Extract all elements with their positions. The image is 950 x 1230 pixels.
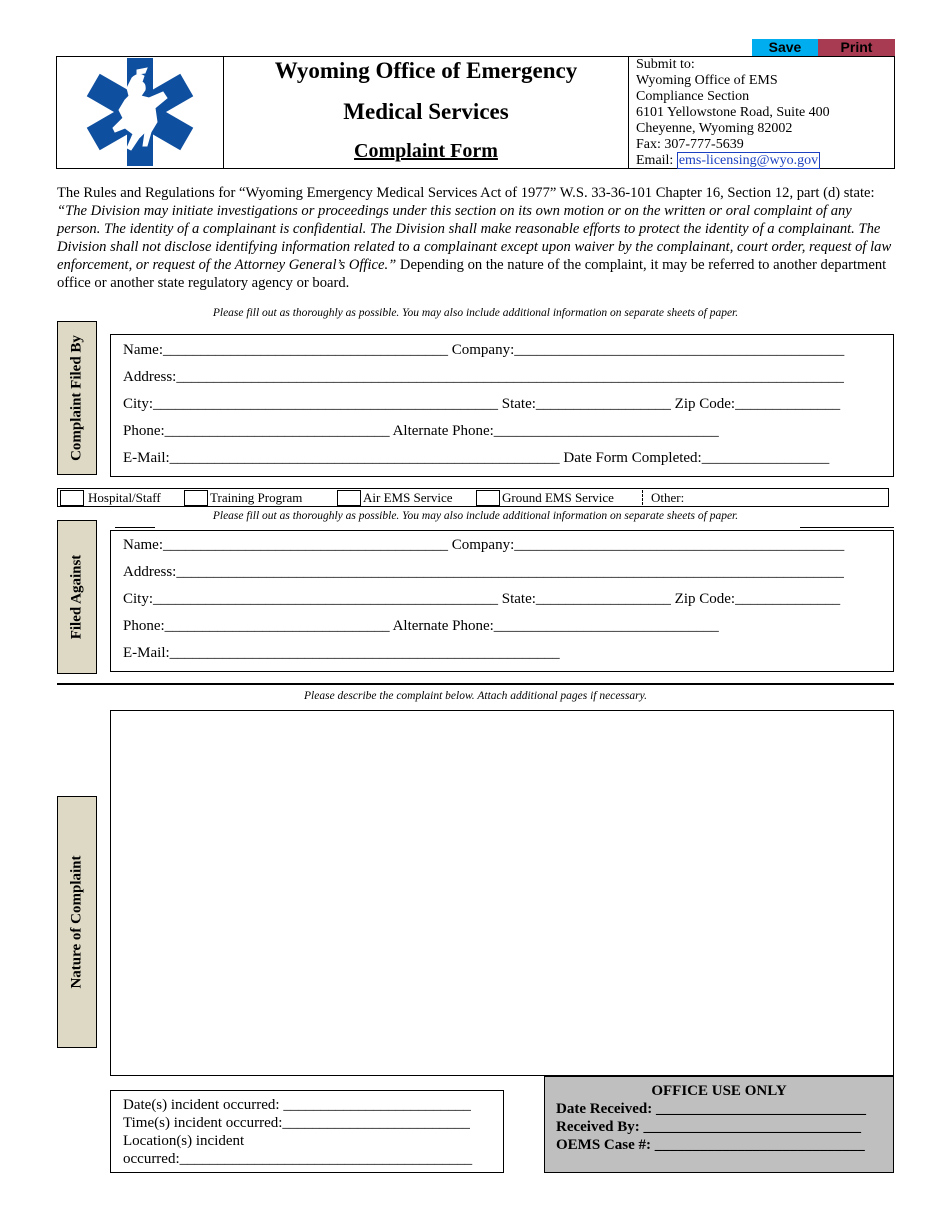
filed-against-phone-row[interactable]: Phone:______________________________ Alternate Phone:______________________________ [123, 618, 719, 634]
filed-by-address-row[interactable]: Address:_________________________________________________________________________________________ [123, 369, 844, 385]
email-link[interactable]: ems-licensing@wyo.gov [678, 153, 819, 168]
describe-note: Please describe the complaint below. Attach additional pages if necessary. [304, 690, 647, 702]
filed-against-section [110, 530, 894, 672]
office-use-box [544, 1076, 894, 1173]
incident-location-label: Location(s) incident [123, 1133, 245, 1149]
section-divider [57, 683, 894, 685]
form-subtitle: Complaint Form [354, 140, 498, 162]
air-ems-label: Air EMS Service [363, 490, 453, 505]
fill-note: Please fill out as thoroughly as possible. You may also include additional information on separate sheets of paper. [212, 307, 739, 319]
filed-by-name-row[interactable]: Name:______________________________________ Company:____________________________________________ [123, 342, 845, 358]
incident-dates-field[interactable]: Date(s) incident occurred: _________________________ [123, 1097, 471, 1113]
filed-against-tab: Filed Against [57, 520, 97, 674]
page-title-line2: Medical Services [343, 99, 509, 124]
received-by-field: Received By: _____________________________ [556, 1119, 861, 1135]
fill-note-2: Please fill out as thoroughly as possible. You may also include additional information on separate sheets of paper. [212, 510, 739, 522]
complaint-description-field[interactable] [110, 710, 894, 1076]
filed-against-city-row[interactable]: City:______________________________________________ State:__________________ Zip Code:______________ [123, 591, 841, 607]
submit-info: Submit to: Wyoming Office of EMS Compliance Section 6101 Yellowstone Road, Suite 400 Cheyenne, Wyoming 82002 Fax: 307-777-5639 Email: ems-licensing@wyo.gov [636, 57, 830, 168]
training-label: Training Program [210, 490, 303, 505]
air-ems-checkbox[interactable] [337, 490, 361, 506]
other-label: Other: [651, 490, 685, 505]
incident-times-field[interactable]: Time(s) incident occurred:_________________________ [123, 1115, 470, 1131]
case-number-field: OEMS Case #: ____________________________ [556, 1137, 865, 1153]
ground-ems-label: Ground EMS Service [502, 490, 614, 505]
hospital-checkbox[interactable] [60, 490, 84, 506]
incident-location-field[interactable]: occurred:_______________________________________ [123, 1151, 473, 1167]
star-of-life-logo [80, 56, 200, 173]
save-button[interactable]: Save [752, 39, 818, 56]
training-checkbox[interactable] [184, 490, 208, 506]
hospital-label: Hospital/Staff [88, 490, 161, 505]
filed-by-email-row[interactable]: E-Mail:____________________________________________________ Date Form Completed:_________________ [123, 450, 830, 466]
filed-against-address-row[interactable]: Address:_________________________________________________________________________________________ [123, 564, 844, 580]
date-received-field: Date Received: ____________________________ [556, 1101, 866, 1117]
filed-by-section [110, 334, 894, 477]
nature-tab: Nature of Complaint [57, 796, 97, 1048]
intro-paragraph: The Rules and Regulations for “Wyoming Emergency Medical Services Act of 1977” W.S. 33-36-101 Chapter 16, Section 12, part (d) state: “The Division may initiate investigations or proceedings under this section on its own motion or on the written or oral complaint of any person. The identity of a complainant is confidential. The Division shall make reasonable efforts to protect the identity of a complainant. The Division shall not disclose identifying information related to a complainant except upon waiver by the complainant, court order, request of law enforcement, or request of the Attorney General’s Office.” Depending on the nature of the complaint, it may be referred to another department office or another state regulatory agency or board. [57, 185, 892, 291]
filed-by-city-row[interactable]: City:______________________________________________ State:__________________ Zip Code:______________ [123, 396, 841, 412]
office-use-title: OFFICE USE ONLY [651, 1083, 787, 1099]
print-button[interactable]: Print [818, 39, 895, 56]
ground-ems-checkbox[interactable] [476, 490, 500, 506]
incident-box [110, 1090, 504, 1173]
page-title-line1: Wyoming Office of Emergency [274, 58, 578, 83]
filed-against-email-row[interactable]: E-Mail:____________________________________________________ [123, 645, 560, 661]
filed-against-name-row[interactable]: Name:______________________________________ Company:____________________________________________ [123, 537, 845, 553]
category-checkboxes [57, 488, 889, 507]
filed-by-phone-row[interactable]: Phone:______________________________ Alternate Phone:______________________________ [123, 423, 719, 439]
filed-by-tab: Complaint Filed By [57, 321, 97, 475]
